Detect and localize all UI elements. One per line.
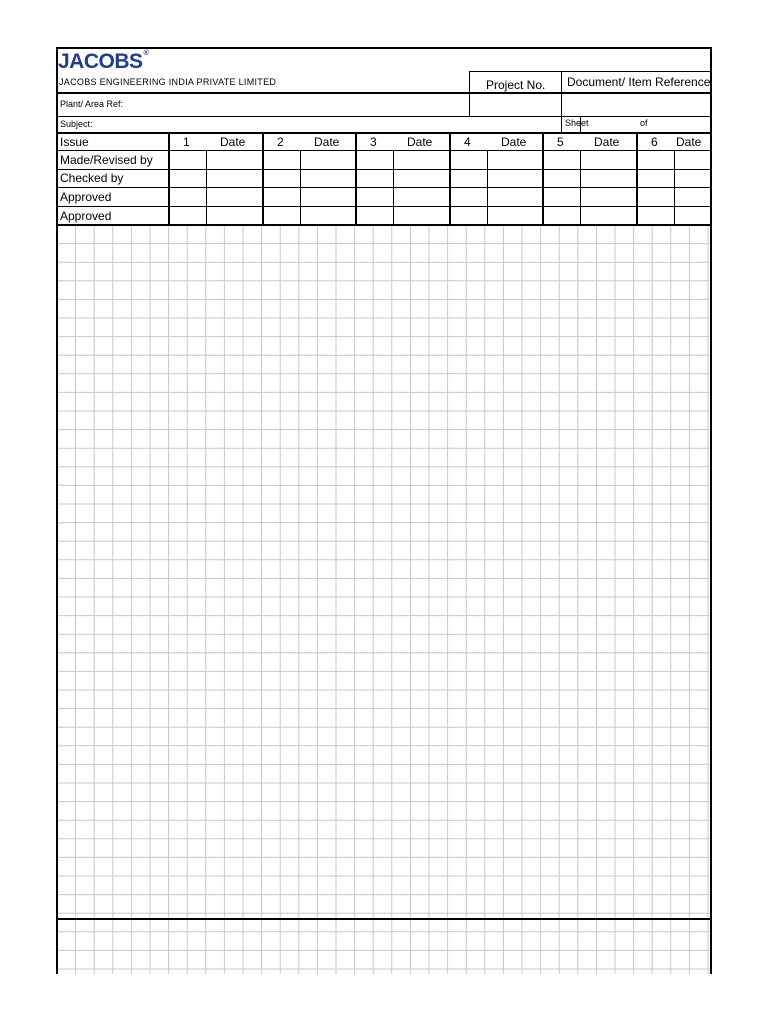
date-header-6: Date [676, 135, 702, 149]
date-header-4: Date [501, 135, 527, 149]
issue-label: Issue [60, 135, 89, 149]
subject-label: Subject: [60, 119, 93, 129]
issue-number-4: 4 [464, 135, 471, 149]
company-name: JACOBS ENGINEERING INDIA PRIVATE LIMITED [59, 77, 277, 87]
of-label: of [640, 118, 648, 128]
date-header-5: Date [594, 135, 620, 149]
jacobs-logo: JACOBS® [58, 50, 149, 73]
issue-number-3: 3 [370, 135, 377, 149]
row-label-approved-2: Approved [60, 209, 112, 223]
plant-area-ref-label: Plant/ Area Ref: [60, 99, 124, 109]
date-header-1: Date [220, 135, 246, 149]
row-label-made-revised-by: Made/Revised by [60, 153, 153, 167]
date-header-3: Date [407, 135, 433, 149]
date-header-2: Date [314, 135, 340, 149]
project-no-label: Project No. [486, 78, 546, 92]
issue-number-2: 2 [277, 135, 284, 149]
document-reference-label: Document/ Item Reference [567, 75, 711, 89]
sheet-label: Sheet [565, 118, 589, 128]
row-label-approved: Approved [60, 190, 112, 204]
issue-number-5: 5 [557, 135, 564, 149]
row-label-checked-by: Checked by [60, 171, 124, 185]
issue-number-1: 1 [183, 135, 190, 149]
issue-number-6: 6 [651, 135, 658, 149]
